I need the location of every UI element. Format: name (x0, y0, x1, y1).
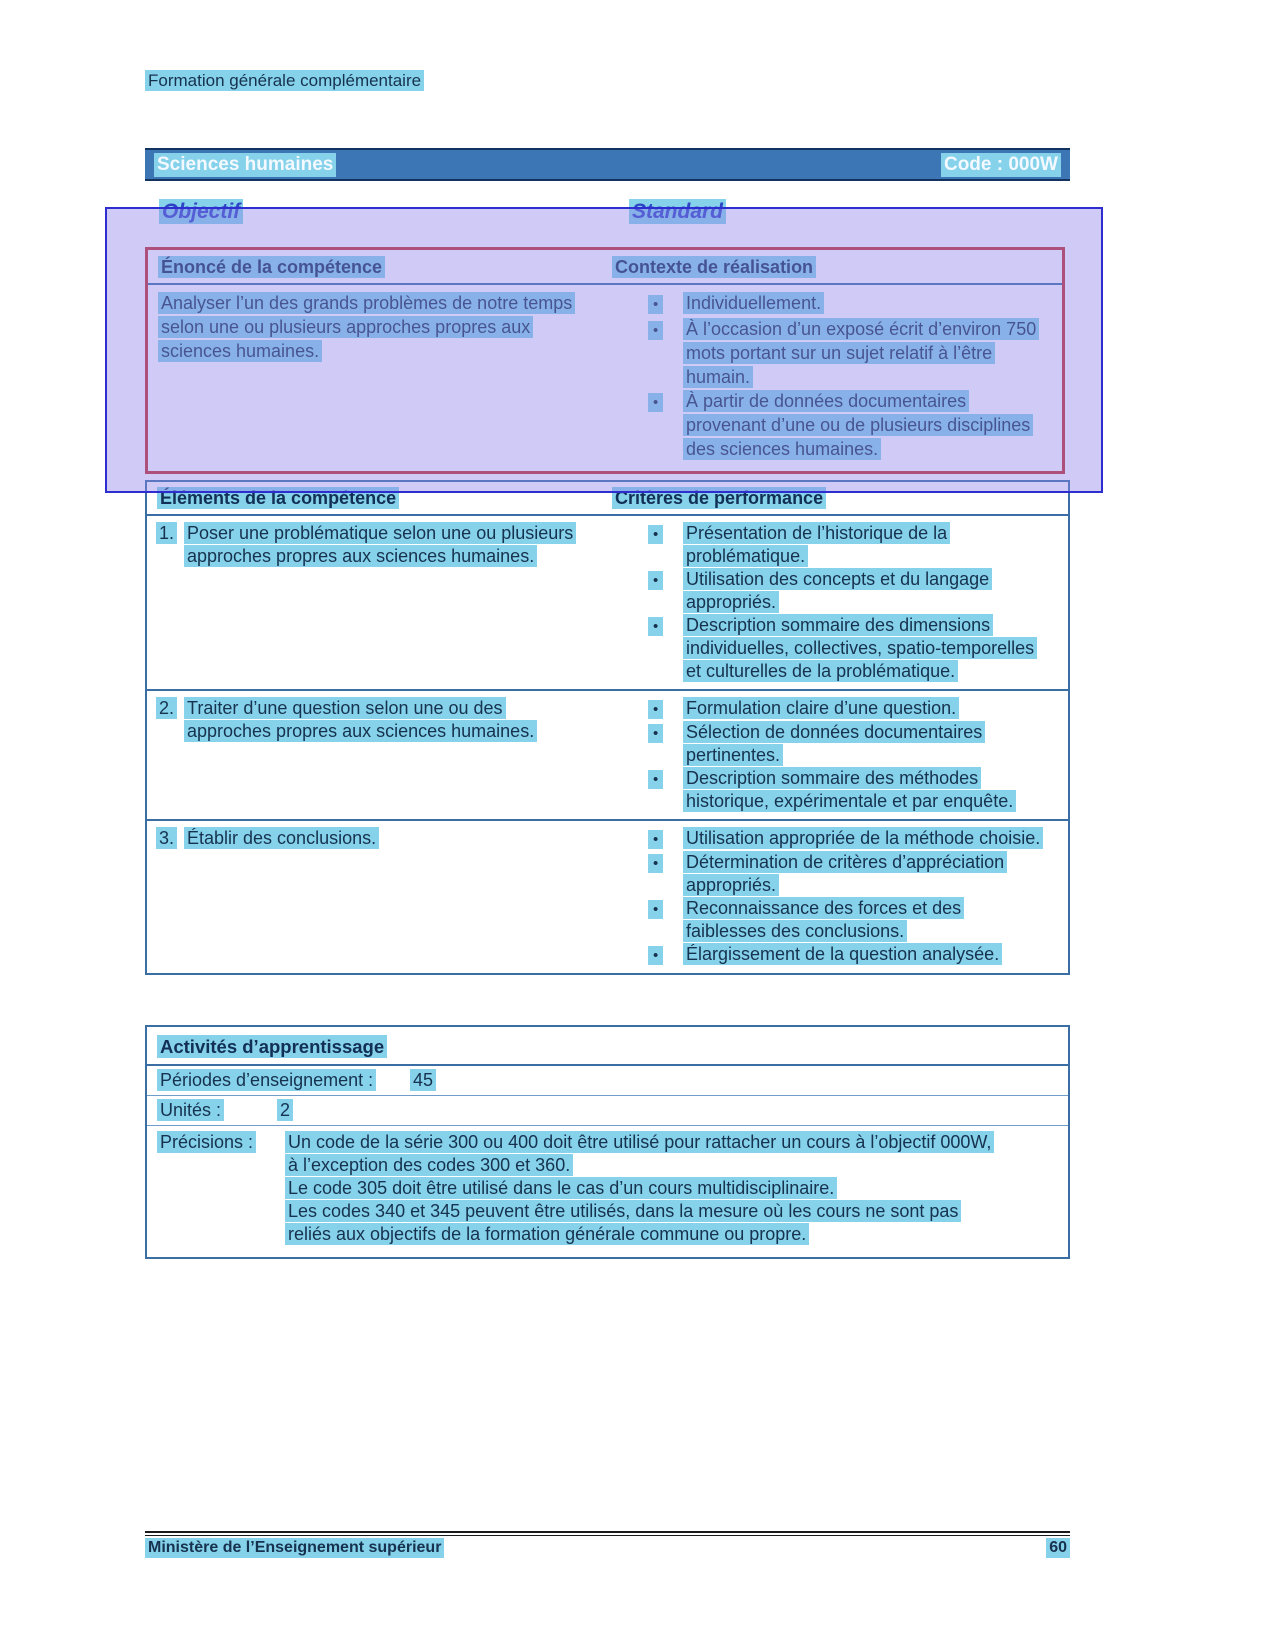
standard-heading: Standard (629, 200, 726, 224)
criteria-text: Élargissement de la question analysée. (683, 943, 1046, 967)
competence-table-body (148, 285, 1062, 471)
competence-table (145, 247, 1065, 474)
criteria-item (648, 767, 1046, 813)
element-number: 2. (156, 697, 184, 813)
bullet-icon (648, 389, 683, 461)
bullet-icon (648, 568, 683, 614)
bullet-icon (648, 897, 683, 943)
element-text: Traiter d’une question selon une ou des approches propres aux sciences humaines. (184, 697, 612, 813)
criteria-text: Utilisation appropriée de la méthode choisie. (683, 827, 1046, 851)
criteria-item (648, 943, 1046, 967)
criteria-text: Sélection de données documentaires pertinentes. (683, 721, 1046, 767)
bullet-icon (648, 614, 683, 683)
bullet-icon (648, 697, 683, 721)
element-cell (147, 697, 612, 813)
footer-divider (145, 1531, 1070, 1536)
context-item (648, 291, 1042, 317)
units-value: 2 (277, 1099, 293, 1122)
contexte-header: Contexte de réalisation (612, 255, 1062, 279)
subject-title: Sciences humaines (154, 153, 336, 177)
element-cell (147, 827, 612, 967)
periods-label: Périodes d’enseignement : (157, 1069, 410, 1092)
bullet-icon (648, 721, 683, 767)
elements-table-header (147, 482, 1068, 516)
course-code: Code : 000W (941, 153, 1061, 177)
element-row-1 (147, 516, 1068, 691)
footer-row (145, 1538, 1070, 1558)
precisions-line: à l’exception des codes 300 et 360. (285, 1154, 1058, 1177)
element-number: 1. (156, 522, 184, 683)
page-footer (145, 1531, 1070, 1558)
criteria-text: Utilisation des concepts et du langage appropriés. (683, 568, 1046, 614)
context-item (648, 389, 1042, 461)
bullet-icon (648, 317, 683, 389)
units-label: Unités : (157, 1099, 277, 1122)
bullet-icon (648, 522, 683, 568)
running-header-label: Formation générale complémentaire (145, 70, 424, 91)
criteria-cell (612, 827, 1068, 967)
precisions-line: Un code de la série 300 ou 400 doit être utilisé pour rattacher un cours à l’objectif 000W, (285, 1131, 1058, 1154)
criteria-item (648, 721, 1046, 767)
periods-row (147, 1066, 1068, 1096)
periods-value: 45 (410, 1069, 436, 1092)
activities-table (145, 1025, 1070, 1259)
criteria-text: Description sommaire des dimensions individuelles, collectives, spatio-temporelles et culturelles de la problématique. (683, 614, 1046, 683)
criteria-cell (612, 522, 1068, 683)
criteria-text: Description sommaire des méthodes historique, expérimentale et par enquête. (683, 767, 1046, 813)
running-header (145, 71, 424, 91)
criteres-header: Critères de performance (612, 487, 1068, 510)
footer-page-number: 60 (1046, 1538, 1070, 1558)
context-text: À l’occasion d’un exposé écrit d’environ 750 mots portant sur un sujet relatif à l’être humain. (683, 317, 1042, 389)
bullet-icon (648, 827, 683, 851)
precisions-text (285, 1131, 1058, 1246)
enonce-cell (148, 291, 612, 461)
criteria-cell (612, 697, 1068, 813)
criteria-item (648, 897, 1046, 943)
criteria-item (648, 851, 1046, 897)
context-text: Individuellement. (683, 291, 1042, 317)
context-text: À partir de données documentaires provenant d’une ou de plusieurs disciplines des sciences humaines. (683, 389, 1042, 461)
element-row-3 (147, 821, 1068, 973)
competence-statement: Analyser l’un des grands problèmes de notre temps selon une ou plusieurs approches propres aux sciences humaines. (158, 292, 575, 362)
criteria-item (648, 568, 1046, 614)
units-row (147, 1096, 1068, 1126)
criteria-text: Formulation claire d’une question. (683, 697, 1046, 721)
criteria-text: Présentation de l’historique de la problématique. (683, 522, 1046, 568)
criteria-item (648, 522, 1046, 568)
element-cell (147, 522, 612, 683)
bullet-icon (648, 851, 683, 897)
element-text: Établir des conclusions. (184, 827, 612, 967)
criteria-item (648, 697, 1046, 721)
context-item (648, 317, 1042, 389)
precisions-row (147, 1126, 1068, 1257)
element-text: Poser une problématique selon une ou plusieurs approches propres aux sciences humaines. (184, 522, 612, 683)
objectif-heading: Objectif (159, 200, 243, 224)
competence-table-header (148, 250, 1062, 285)
precisions-line: Les codes 340 et 345 peuvent être utilisés, dans la mesure où les cours ne sont pas (285, 1200, 1058, 1223)
element-number: 3. (156, 827, 184, 967)
elements-header: Éléments de la compétence (147, 487, 612, 510)
criteria-item (648, 827, 1046, 851)
bullet-icon (648, 767, 683, 813)
footer-ministry: Ministère de l’Enseignement supérieur (145, 1538, 444, 1558)
criteria-item (648, 614, 1046, 683)
activities-title: Activités d’apprentissage (147, 1027, 1068, 1066)
contexte-cell (612, 291, 1062, 461)
enonce-header: Énoncé de la compétence (148, 255, 612, 279)
precisions-label: Précisions : (157, 1131, 285, 1154)
title-bar (145, 148, 1070, 181)
criteria-text: Reconnaissance des forces et des faiblesses des conclusions. (683, 897, 1046, 943)
element-row-2 (147, 691, 1068, 821)
bullet-icon (648, 943, 683, 967)
elements-table (145, 480, 1070, 975)
precisions-line: Le code 305 doit être utilisé dans le cas d’un cours multidisciplinaire. (285, 1177, 1058, 1200)
precisions-line: reliés aux objectifs de la formation générale commune ou propre. (285, 1223, 1058, 1246)
criteria-text: Détermination de critères d’appréciation appropriés. (683, 851, 1046, 897)
bullet-icon (648, 291, 683, 317)
